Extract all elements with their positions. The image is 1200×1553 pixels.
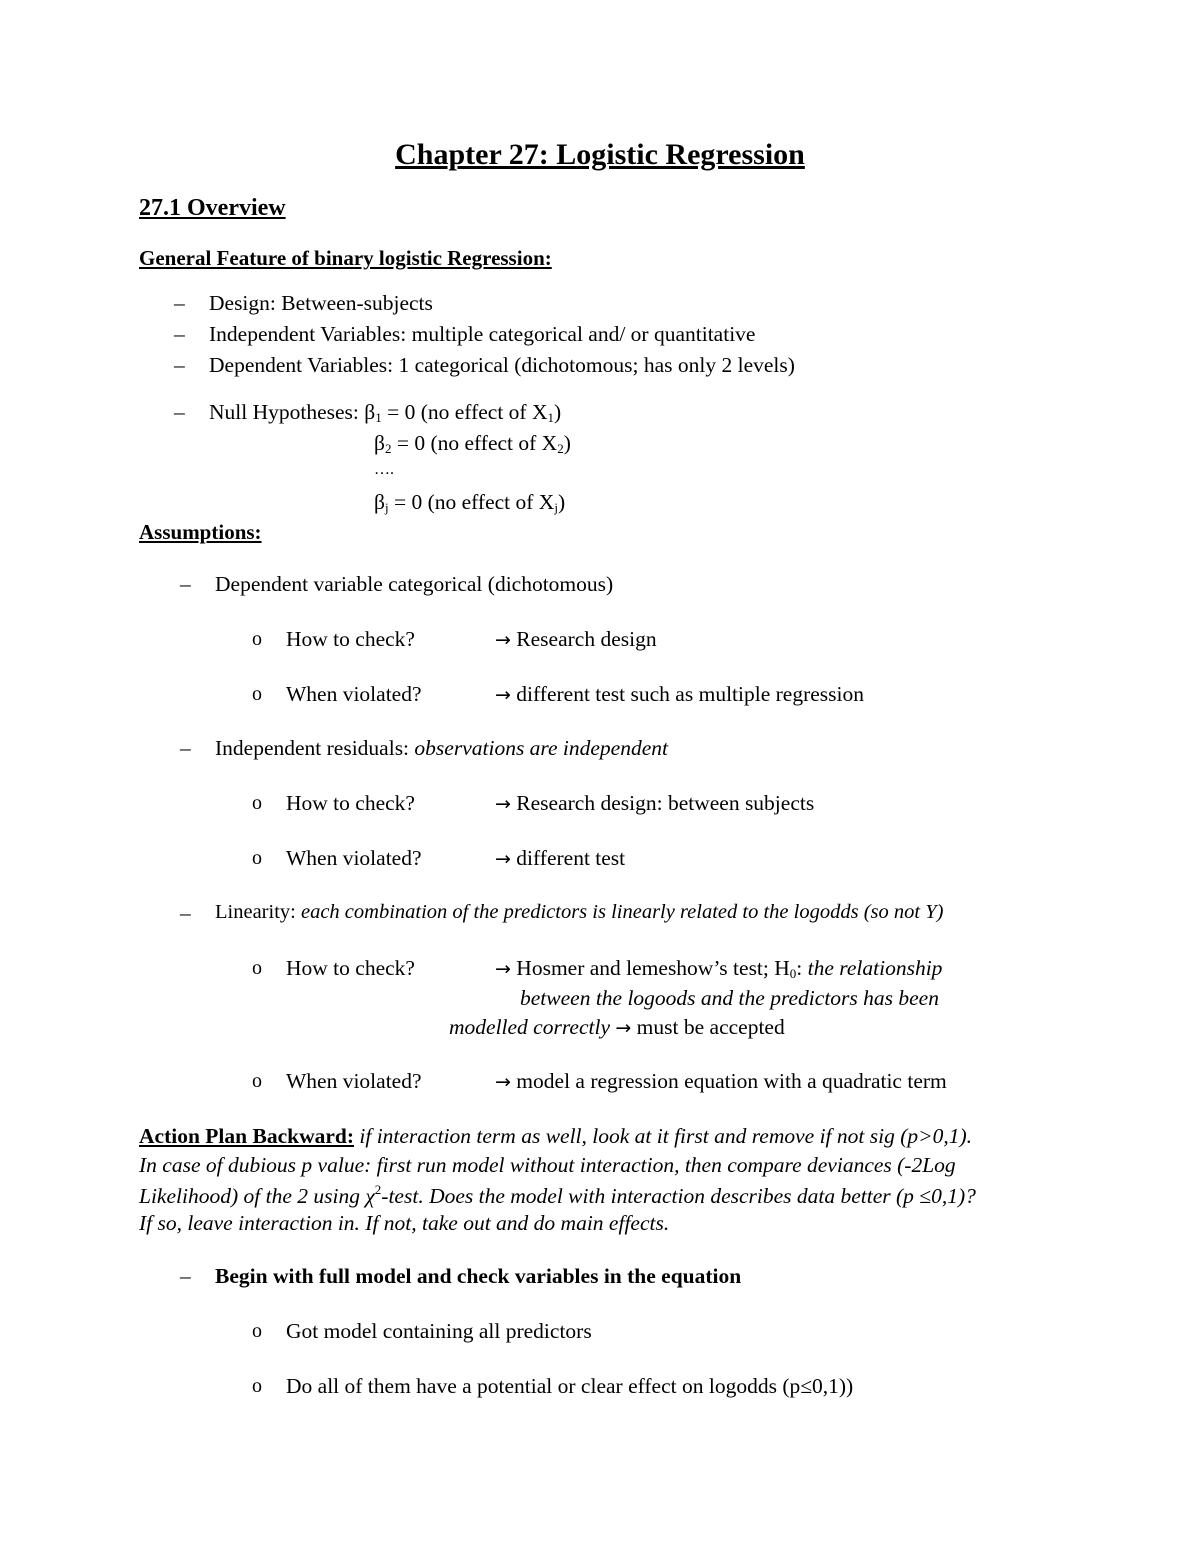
- paren: ): [557, 490, 566, 514]
- step-full-model: Begin with full model and check variables in the equation: [215, 1264, 742, 1288]
- arrow-right-icon: →: [495, 1071, 511, 1093]
- hyp-text: = 0 (no effect of X: [381, 400, 548, 424]
- step-bullet-1: Got model containing all predictors: [286, 1319, 592, 1343]
- list-dash: –: [174, 353, 185, 377]
- how-to-check-label: How to check?: [286, 791, 415, 815]
- when-violated-label: When violated?: [286, 846, 422, 870]
- action-text: In case of dubious p value: first run model without interaction, then compare deviances (-2Log: [139, 1153, 956, 1177]
- assumption-description: observations are independent: [414, 736, 668, 760]
- bullet: o: [252, 957, 262, 979]
- assumptions-heading: Assumptions:: [139, 520, 262, 544]
- subscript: 1: [547, 410, 554, 425]
- action-text: If so, leave interaction in. If not, take out and do main effects.: [139, 1211, 670, 1235]
- beta-symbol: β: [364, 400, 376, 424]
- check-italic: the relationship: [807, 956, 943, 980]
- hyp-text: = 0 (no effect of X: [391, 431, 558, 455]
- null-hypothesis-1: [209, 400, 561, 426]
- assumption-dependent-categorical: Dependent variable categorical (dichotomous): [215, 572, 614, 596]
- check-text: Research design: between subjects: [516, 791, 815, 815]
- subscript: j: [384, 500, 389, 515]
- ellipsis: ….: [374, 461, 394, 478]
- null-hypothesis-j: [374, 490, 565, 516]
- list-dash: –: [174, 291, 185, 315]
- check-continuation: [449, 1015, 785, 1040]
- subscript: 0: [789, 966, 797, 981]
- bullet: o: [252, 792, 262, 814]
- when-violated-label: When violated?: [286, 682, 422, 706]
- superscript: 2: [374, 1182, 382, 1197]
- check-text: Research design: [516, 627, 657, 651]
- bullet: o: [252, 847, 262, 869]
- arrow-right-icon: →: [495, 629, 511, 651]
- when-violated-label: When violated?: [286, 1069, 422, 1093]
- assumption-independent-residuals: [215, 736, 668, 761]
- feature-dependent-variables: Dependent Variables: 1 categorical (dichotomous; has only 2 levels): [209, 353, 795, 377]
- action-plan-line-2: [139, 1153, 956, 1178]
- beta-symbol: β: [374, 431, 385, 455]
- page-title: Chapter 27: Logistic Regression: [395, 138, 805, 171]
- assumption-description: each combination of the predictors is linearly related to the logodds (so not Y): [300, 901, 944, 923]
- action-plan-line-3: [139, 1182, 976, 1209]
- paren: ): [563, 431, 571, 455]
- list-dash: –: [180, 901, 191, 925]
- subscript: 2: [557, 441, 564, 456]
- list-dash: –: [174, 322, 185, 346]
- arrow-right-icon: →: [495, 793, 511, 815]
- bullet: o: [252, 683, 262, 705]
- beta-symbol: β: [374, 490, 385, 514]
- null-hypothesis-2: [374, 431, 571, 457]
- violated-answer: [495, 1069, 947, 1094]
- violated-text: model a regression equation with a quadratic term: [516, 1069, 947, 1093]
- check-answer: [495, 627, 657, 652]
- paren: ): [554, 400, 562, 424]
- arrow-right-icon: →: [615, 1017, 632, 1039]
- check-continuation: [520, 986, 939, 1011]
- action-text: Likelihood) of the 2 using χ: [139, 1184, 375, 1208]
- general-feature-heading: General Feature of binary logistic Regression:: [139, 246, 552, 270]
- section-heading: 27.1 Overview: [139, 195, 286, 221]
- action-plan-line-4: [139, 1211, 669, 1236]
- list-dash: –: [174, 400, 185, 424]
- assumption-label: Linearity:: [215, 901, 301, 923]
- feature-design: Design: Between-subjects: [209, 291, 433, 315]
- assumption-linearity: [215, 901, 943, 924]
- list-dash: –: [180, 1264, 191, 1288]
- arrow-right-icon: →: [495, 684, 511, 706]
- action-plan-line-1: [139, 1124, 972, 1149]
- assumption-label: Independent residuals:: [215, 736, 415, 760]
- action-text: if interaction term as well, look at it first and remove if not sig (p>0,1).: [354, 1124, 973, 1148]
- feature-independent-variables: Independent Variables: multiple categorical and/ or quantitative: [209, 322, 756, 346]
- check-text: Hosmer and lemeshow’s test; H: [516, 956, 790, 980]
- list-dash: –: [180, 572, 191, 596]
- subscript: j: [554, 500, 558, 515]
- subscript: 2: [384, 441, 392, 456]
- violated-text: different test such as multiple regression: [516, 682, 864, 706]
- step-bullet-2: Do all of them have a potential or clear effect on logodds (p≤0,1)): [286, 1374, 854, 1398]
- bullet: o: [252, 1320, 262, 1342]
- how-to-check-label: How to check?: [286, 627, 415, 651]
- bullet: o: [252, 628, 262, 650]
- how-to-check-label: How to check?: [286, 956, 415, 980]
- action-plan-heading: Action Plan Backward:: [139, 1124, 354, 1148]
- colon: :: [796, 956, 808, 980]
- action-text: -test. Does the model with interaction describes data better (p ≤0,1)?: [381, 1184, 976, 1208]
- check-text: must be accepted: [636, 1015, 785, 1039]
- null-hyp-label: Null Hypotheses:: [209, 400, 365, 424]
- subscript: 1: [375, 410, 382, 425]
- check-italic: between the logoods and the predictors has been: [520, 986, 939, 1010]
- hyp-text: = 0 (no effect of X: [388, 490, 555, 514]
- check-answer: [495, 956, 942, 982]
- list-dash: –: [180, 736, 191, 760]
- check-answer: [495, 791, 814, 816]
- bullet: o: [252, 1375, 262, 1397]
- check-italic: modelled correctly: [449, 1015, 610, 1039]
- arrow-right-icon: →: [495, 848, 511, 870]
- arrow-right-icon: →: [495, 958, 511, 980]
- violated-answer: [495, 846, 625, 871]
- violated-text: different test: [516, 846, 626, 870]
- bullet: o: [252, 1070, 262, 1092]
- violated-answer: [495, 682, 864, 707]
